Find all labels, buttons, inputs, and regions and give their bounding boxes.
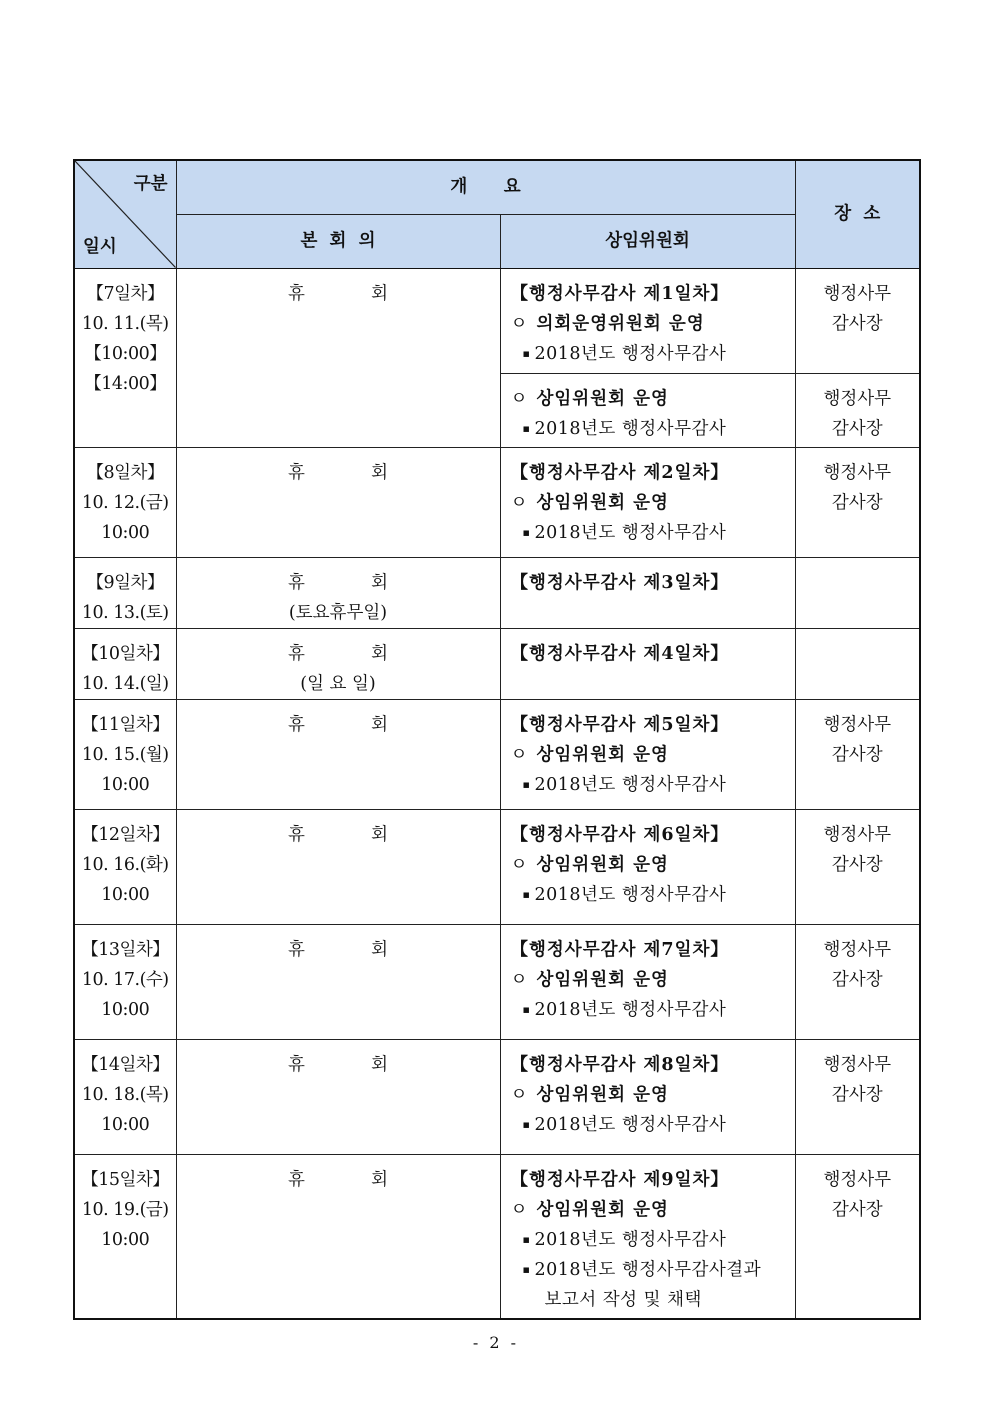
header-diagonal-cell: [74, 160, 176, 268]
committee-cell: [500, 699, 795, 809]
date-line: 10. 18.(목): [81, 1084, 169, 1105]
committee-item: [511, 518, 795, 548]
recess-left: 휴: [288, 824, 305, 845]
committee-subtitle-line: [511, 1080, 795, 1110]
circle-bullet-icon: ㅇ: [510, 744, 529, 765]
date-line: 【10:00】: [84, 343, 167, 364]
recess-left: 휴: [288, 939, 305, 960]
place-cell: [795, 557, 920, 628]
date-line: 10. 19.(금): [81, 1199, 169, 1220]
circle-bullet-icon: ㅇ: [510, 388, 529, 409]
date-cell: [74, 628, 176, 699]
square-bullet-icon: ▪: [522, 525, 531, 539]
plenary-note: (일 요 일): [300, 673, 376, 694]
plenary-cell: [176, 268, 500, 447]
circle-bullet-icon: ㅇ: [510, 492, 529, 513]
committee-item: [511, 1110, 795, 1140]
date-line: 10:00: [101, 774, 150, 795]
place-line: 감사장: [831, 854, 883, 875]
plenary-cell: [176, 924, 500, 1039]
place-line: 감사장: [831, 1084, 883, 1105]
committee-subtitle-line: [511, 309, 795, 339]
date-line: 【7일차】: [86, 283, 164, 304]
plenary-recess: [288, 458, 388, 488]
date-line: 10:00: [101, 522, 150, 543]
table-row: [74, 1039, 920, 1154]
committee-title: 【행정사무감사 제5일차】: [510, 714, 729, 735]
place-line: 행정사무: [823, 462, 892, 483]
header-committee: 상임위원회: [500, 214, 795, 268]
committee-cell: [500, 628, 795, 699]
date-line: 【14일차】: [81, 1054, 170, 1075]
committee-subtitle: 상임위원회 운영: [536, 1084, 669, 1105]
date-line: 10. 11.(목): [81, 313, 169, 334]
recess-left: 휴: [288, 1054, 305, 1075]
square-bullet-icon: ▪: [522, 1232, 531, 1246]
place-cell: [795, 809, 920, 924]
recess-right: 회: [371, 643, 388, 664]
committee-title: 【행정사무감사 제9일차】: [510, 1169, 729, 1190]
plenary-cell: [176, 628, 500, 699]
date-line: 10:00: [101, 999, 150, 1020]
place-cell: [795, 924, 920, 1039]
plenary-recess: [288, 935, 388, 965]
plenary-cell: [176, 1154, 500, 1319]
place-line: 행정사무: [823, 1169, 892, 1190]
date-line: 【15일차】: [81, 1169, 170, 1190]
committee-item-text: 2018년도 행정사무감사: [534, 884, 727, 905]
committee-subtitle-line: [511, 740, 795, 770]
recess-right: 회: [371, 1054, 388, 1075]
table-row: [74, 924, 920, 1039]
date-cell: [74, 1154, 176, 1319]
place-line: 감사장: [831, 418, 883, 439]
table-row: [74, 809, 920, 924]
committee-item-text: 2018년도 행정사무감사: [534, 343, 727, 364]
plenary-cell: [176, 447, 500, 557]
date-line: 【11일차】: [81, 714, 170, 735]
committee-item: [511, 414, 795, 444]
place-line: 행정사무: [823, 714, 892, 735]
committee-item-text: 2018년도 행정사무감사: [534, 1114, 727, 1135]
committee-title: 【행정사무감사 제3일차】: [510, 572, 729, 593]
place-cell: [795, 1154, 920, 1319]
date-cell: [74, 1039, 176, 1154]
header-overview: 개 요: [176, 160, 795, 214]
square-bullet-icon: ▪: [522, 1117, 531, 1131]
committee-subtitle-line: [511, 384, 795, 414]
committee-cell: [500, 268, 795, 373]
committee-item-text: 2018년도 행정사무감사: [534, 1229, 727, 1250]
place-line: 행정사무: [823, 939, 892, 960]
recess-right: 회: [371, 462, 388, 483]
committee-item: [511, 995, 795, 1025]
committee-item-text: 2018년도 행정사무감사: [534, 774, 727, 795]
header-date: 일시: [83, 236, 117, 257]
date-line: 10. 13.(토): [81, 602, 169, 623]
place-line: 행정사무: [823, 824, 892, 845]
recess-left: 휴: [288, 283, 305, 304]
committee-subtitle: 의회운영위원회 운영: [536, 313, 705, 334]
committee-item: [511, 1255, 795, 1285]
date-line: 【14:00】: [84, 373, 167, 394]
committee-subtitle: 상임위원회 운영: [536, 969, 669, 990]
header-plenary: 본 회 의: [176, 214, 500, 268]
committee-subtitle: 상임위원회 운영: [536, 744, 669, 765]
date-line: 10. 15.(월): [81, 744, 169, 765]
recess-left: 휴: [288, 572, 305, 593]
committee-cell: [500, 924, 795, 1039]
committee-cell: [500, 1039, 795, 1154]
committee-item-text: 2018년도 행정사무감사: [534, 418, 727, 439]
committee-item: [511, 339, 795, 369]
recess-right: 회: [371, 572, 388, 593]
plenary-recess: [288, 639, 388, 669]
committee-subtitle: 상임위원회 운영: [536, 388, 669, 409]
committee-cell: [500, 809, 795, 924]
date-line: 10:00: [101, 1229, 150, 1250]
committee-subtitle: 상임위원회 운영: [536, 854, 669, 875]
circle-bullet-icon: ㅇ: [510, 1084, 529, 1105]
place-cell: [795, 628, 920, 699]
recess-right: 회: [371, 283, 388, 304]
committee-item: [511, 1225, 795, 1255]
committee-title: 【행정사무감사 제1일차】: [510, 283, 729, 304]
committee-subtitle: 상임위원회 운영: [536, 1199, 669, 1220]
place-cell: [795, 447, 920, 557]
place-cell: [795, 268, 920, 373]
committee-item: [511, 770, 795, 800]
date-line: 10:00: [101, 1114, 150, 1135]
plenary-recess: [288, 279, 388, 309]
recess-right: 회: [371, 1169, 388, 1190]
date-line: 【12일차】: [81, 824, 170, 845]
recess-left: 휴: [288, 714, 305, 735]
date-line: 10. 16.(화): [81, 854, 169, 875]
place-line: 행정사무: [823, 388, 892, 409]
square-bullet-icon: ▪: [522, 421, 531, 435]
plenary-recess: [288, 710, 388, 740]
date-line: 【8일차】: [86, 462, 164, 483]
plenary-recess: [288, 1050, 388, 1080]
place-line: 감사장: [831, 1199, 883, 1220]
place-cell: [795, 373, 920, 447]
place-cell: [795, 699, 920, 809]
table-row: [74, 557, 920, 628]
committee-title: 【행정사무감사 제6일차】: [510, 824, 729, 845]
date-line: 10. 17.(수): [81, 969, 169, 990]
plenary-note: (토요휴무일): [288, 602, 388, 623]
committee-cell: [500, 373, 795, 447]
header-place: 장 소: [795, 160, 920, 268]
committee-item-text: 2018년도 행정사무감사: [534, 999, 727, 1020]
date-cell: [74, 557, 176, 628]
committee-title: 【행정사무감사 제4일차】: [510, 643, 729, 664]
plenary-cell: [176, 557, 500, 628]
place-cell: [795, 1039, 920, 1154]
committee-item-text: 2018년도 행정사무감사결과: [534, 1259, 762, 1280]
committee-item-text: 보고서 작성 및 채택: [544, 1289, 702, 1310]
date-line: 【9일차】: [86, 572, 164, 593]
committee-cell: [500, 447, 795, 557]
plenary-recess: [288, 820, 388, 850]
committee-title: 【행정사무감사 제8일차】: [510, 1054, 729, 1075]
recess-left: 휴: [288, 1169, 305, 1190]
date-cell: [74, 809, 176, 924]
date-cell: [74, 699, 176, 809]
recess-right: 회: [371, 824, 388, 845]
place-line: 행정사무: [823, 1054, 892, 1075]
committee-subtitle-line: [511, 850, 795, 880]
square-bullet-icon: ▪: [522, 887, 531, 901]
date-line: 【13일차】: [81, 939, 170, 960]
table-row: [74, 1154, 920, 1319]
page-number: - 2 -: [472, 1333, 520, 1352]
plenary-cell: [176, 699, 500, 809]
header-category: 구분: [133, 174, 168, 194]
recess-right: 회: [371, 714, 388, 735]
circle-bullet-icon: ㅇ: [510, 1199, 529, 1220]
plenary-recess: [288, 568, 388, 598]
schedule-table: [73, 159, 921, 1320]
committee-item-text: 2018년도 행정사무감사: [534, 522, 727, 543]
plenary-recess: [288, 1165, 388, 1195]
table-row: [74, 628, 920, 699]
square-bullet-icon: ▪: [522, 777, 531, 791]
plenary-cell: [176, 809, 500, 924]
table-row: [74, 268, 920, 373]
date-line: 10. 12.(금): [81, 492, 169, 513]
date-cell: [74, 447, 176, 557]
place-line: 감사장: [831, 969, 883, 990]
circle-bullet-icon: ㅇ: [510, 969, 529, 990]
place-line: 감사장: [831, 492, 883, 513]
committee-item: [511, 880, 795, 910]
square-bullet-icon: ▪: [522, 1262, 531, 1276]
committee-subtitle-line: [511, 1195, 795, 1225]
recess-left: 휴: [288, 462, 305, 483]
circle-bullet-icon: ㅇ: [510, 313, 529, 334]
square-bullet-icon: ▪: [522, 346, 531, 360]
table-row: [74, 699, 920, 809]
committee-subtitle-line: [511, 965, 795, 995]
committee-cell: [500, 557, 795, 628]
recess-right: 회: [371, 939, 388, 960]
date-cell: [74, 268, 176, 447]
square-bullet-icon: ▪: [522, 1002, 531, 1016]
schedule-body: [74, 268, 920, 1319]
circle-bullet-icon: ㅇ: [510, 854, 529, 875]
table-row: [74, 447, 920, 557]
recess-left: 휴: [288, 643, 305, 664]
date-line: 【10일차】: [81, 643, 170, 664]
place-line: 감사장: [831, 744, 883, 765]
committee-cell: [500, 1154, 795, 1319]
plenary-cell: [176, 1039, 500, 1154]
committee-subtitle-line: [511, 488, 795, 518]
date-line: 10. 14.(일): [81, 673, 169, 694]
place-line: 감사장: [831, 313, 883, 334]
committee-item: [511, 1285, 795, 1315]
place-line: 행정사무: [823, 283, 892, 304]
committee-title: 【행정사무감사 제7일차】: [510, 939, 729, 960]
date-cell: [74, 924, 176, 1039]
committee-subtitle: 상임위원회 운영: [536, 492, 669, 513]
committee-title: 【행정사무감사 제2일차】: [510, 462, 729, 483]
date-line: 10:00: [101, 884, 150, 905]
